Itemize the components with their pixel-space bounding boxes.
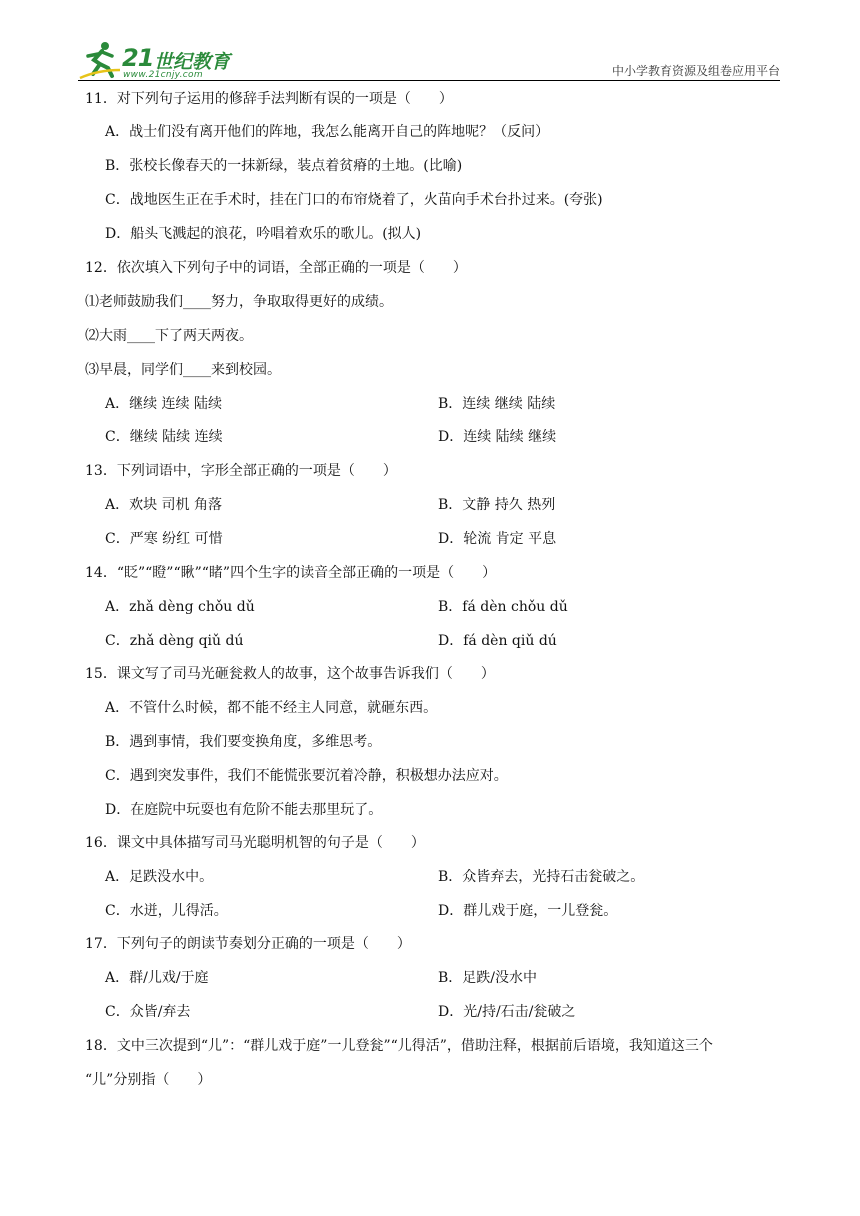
question-stem: 18．文中三次提到“儿”：“群儿戏于庭”一儿登瓮”“儿得活”，借助注释，根据前后语境，我知道这三个	[85, 1038, 713, 1054]
sub-sentence: ⑴老师鼓励我们____努力，争取取得更好的成绩。	[85, 294, 393, 310]
page-header	[78, 38, 780, 82]
question-stem: 17．下列句子的朗读节奏划分正确的一项是（ ）	[85, 936, 411, 952]
header-divider	[78, 80, 780, 81]
option-b: B．众皆弃去，光持石击瓮破之。	[438, 869, 645, 885]
option-a: A．不管什么时候，都不能不经主人同意，就砸东西。	[105, 700, 438, 716]
sub-sentence: ⑶早晨，同学们____来到校园。	[85, 362, 281, 378]
logo-number: 21	[122, 44, 154, 72]
option-c: C．水迸，儿得活。	[105, 903, 228, 919]
option-d: D．轮流 肯定 平息	[438, 531, 557, 547]
option-c: C．遇到突发事件，我们不能慌张要沉着冷静，积极想办法应对。	[105, 768, 508, 784]
option-a: A．战士们没有离开他们的阵地，我怎么能离开自己的阵地呢？（反问）	[105, 124, 550, 140]
option-b: B．文静 持久 热列	[438, 497, 556, 513]
option-c: C．众皆/弃去	[105, 1004, 191, 1020]
question-stem: 12．依次填入下列句子中的词语，全部正确的一项是（ ）	[85, 260, 467, 276]
option-b: B．fá dèn chǒu dǔ	[438, 599, 568, 615]
option-b: B．连续 继续 陆续	[438, 396, 556, 412]
option-d: D．fá dèn qiǔ dú	[438, 633, 557, 649]
option-d: D．光/持/石击/瓮破之	[438, 1004, 576, 1020]
option-a: A．继续 连续 陆续	[105, 396, 223, 412]
logo-title: 世纪教育	[154, 51, 231, 73]
option-a: A．足跌没水中。	[105, 869, 214, 885]
platform-label: 中小学教育资源及组卷应用平台	[611, 64, 780, 78]
option-d: D．连续 陆续 继续	[438, 429, 557, 445]
option-a: A．群/儿戏/于庭	[105, 970, 209, 986]
option-a: A．zhǎ dèng chǒu dǔ	[105, 599, 255, 615]
question-stem: 15．课文写了司马光砸瓮救人的故事，这个故事告诉我们（ ）	[85, 666, 495, 682]
runner-logo-icon	[78, 40, 122, 80]
question-stem: 16．课文中具体描写司马光聪明机智的句子是（ ）	[85, 835, 425, 851]
option-c: C．战地医生正在手术时，挂在门口的布帘烧着了，火苗向手术台扑过来。(夸张)	[105, 192, 603, 208]
option-c: C．继续 陆续 连续	[105, 429, 223, 445]
option-c: C．zhǎ dèng qiǔ dú	[105, 633, 244, 649]
option-d: D．在庭院中玩耍也有危阶不能去那里玩了。	[105, 802, 383, 818]
question-stem: 13．下列词语中，字形全部正确的一项是（ ）	[85, 463, 397, 479]
option-a: A．欢块 司机 角落	[105, 497, 223, 513]
option-d: D．群儿戏于庭，一儿登瓮。	[438, 903, 618, 919]
sub-sentence: ⑵大雨____下了两天两夜。	[85, 328, 253, 344]
option-c: C．严寒 纷红 可惜	[105, 531, 223, 547]
option-b: B．张校长像春天的一抹新绿，装点着贫瘠的土地。(比喻)	[105, 158, 463, 174]
option-d: D．船头飞溅起的浪花，吟唱着欢乐的歌儿。(拟人)	[105, 226, 422, 242]
option-b: B．遇到事情，我们要变换角度，多维思考。	[105, 734, 382, 750]
logo	[78, 38, 248, 82]
option-b: B．足跌/没水中	[438, 970, 538, 986]
logo-url: www.21cnjy.com	[123, 70, 203, 80]
question-stem-continued: “儿”分别指（ ）	[85, 1072, 212, 1088]
question-stem: 14．“眨”“瞪”“瞅”“睹”四个生字的读音全部正确的一项是（ ）	[85, 565, 497, 581]
question-stem: 11．对下列句子运用的修辞手法判断有误的一项是（ ）	[85, 91, 453, 107]
